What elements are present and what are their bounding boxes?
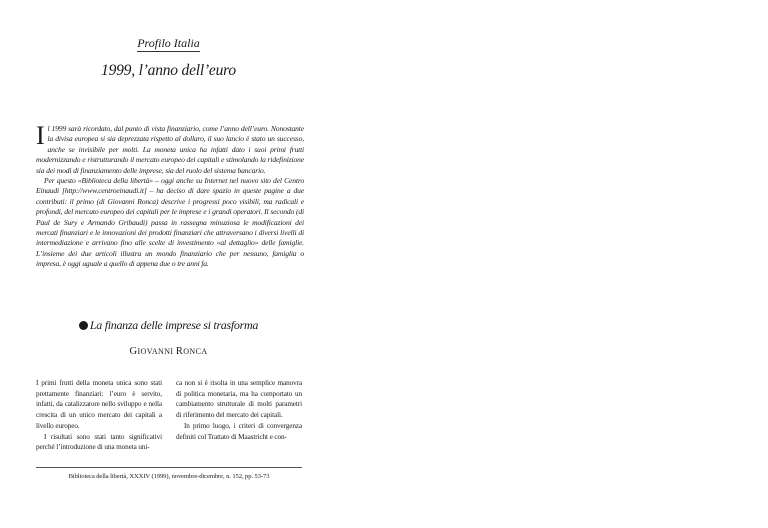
article-heading-text: La finanza delle imprese si trasforma: [89, 318, 259, 332]
circled-number-one-icon: [79, 321, 88, 330]
body-paragraph-2-start: I risultati sono stati tanto significativi perché l’introduzione di una moneta uni-: [36, 432, 162, 452]
section-label-text: Profilo Italia: [137, 36, 200, 50]
section-label: [0, 36, 337, 51]
body-paragraph-2-end: ca non si è risolta in una semplice manovra di politica monetaria, ma ha comportato un cambiamento strutturale di molti parametri di riferimento del mercato dei capitali.: [176, 379, 302, 420]
author-last-initial: R: [175, 346, 184, 357]
footer-citation: Biblioteca della libertà, XXXIV (1999), novembre-dicembre, n. 152, pp. 53-73: [68, 473, 270, 480]
author-first-initial: G: [129, 346, 138, 357]
page-title: 1999, l’anno dell’euro: [101, 62, 236, 79]
intro-abstract: [36, 121, 304, 270]
body-paragraph-2-source: [0, 0, 1, 1]
author-last-rest: ONCA: [183, 347, 208, 356]
author-first-rest: IOVANNI: [137, 347, 174, 356]
intro-paragraph-1-text: l 1999 sarà ricordato, dal punto di vista finanziario, come l’anno dell’euro. Nonostante la divisa europea si sia deprezzata rispetto al dollaro, il suo lancio è stato un successo, anche se invisibile per molti. La moneta unica ha infatti dato i suoi primi frutti modernizzando e ristrutturando il mercato europeo dei capitali e stimolando la ridefinizione sia dei modi di finanziamento delle imprese, sia del ruolo del sistema bancario.: [36, 124, 304, 175]
intro-paragraph-2: Per questo «Biblioteca della libertà» – oggi anche su Internet nel nuovo sito del Centro Einaudi [http://www.centroeinaudi.it] – ha deciso di dare spazio in queste pagine a due contributi: il primo (di Giovanni Ronca) descrive i progressi poco visibili, ma radicali e profondi, del mercato europeo dei capitali per le imprese e i grandi operatori. Il secondo (di Paul de Sury e Armando Gribaudi) passa in rassegna minuziosa le modificazioni dei mercati finanziari e le innovazioni dei prodotti finanziari che attraversano i diversi livelli di intermediazione e arrivano fino alle scelte di investimento «al dettaglio» delle famiglie. L’insieme dei due articoli illustra un mondo finanziario che per nessuno, famiglia o impresa, è oggi uguale a quello di appena due o tre anni fa.: [36, 176, 304, 269]
body-column-left: [36, 378, 162, 453]
article-author: [0, 346, 337, 357]
body-paragraph-3: In primo luogo, i criteri di convergenza definiti col Trattato di Maastricht e con-: [176, 421, 302, 441]
body-paragraph-1: I primi frutti della moneta unica sono stati prettamente finanziari: l’euro è servito, infatti, da catalizzatore nello sviluppo e nella crescita di un unico mercato dei capitali a livello europeo.: [36, 379, 162, 430]
article-heading: [0, 318, 337, 333]
body-column-right: [176, 378, 302, 442]
drop-cap: I: [36, 121, 45, 150]
intro-paragraph-1: [36, 121, 304, 176]
footer-divider: [36, 467, 302, 468]
